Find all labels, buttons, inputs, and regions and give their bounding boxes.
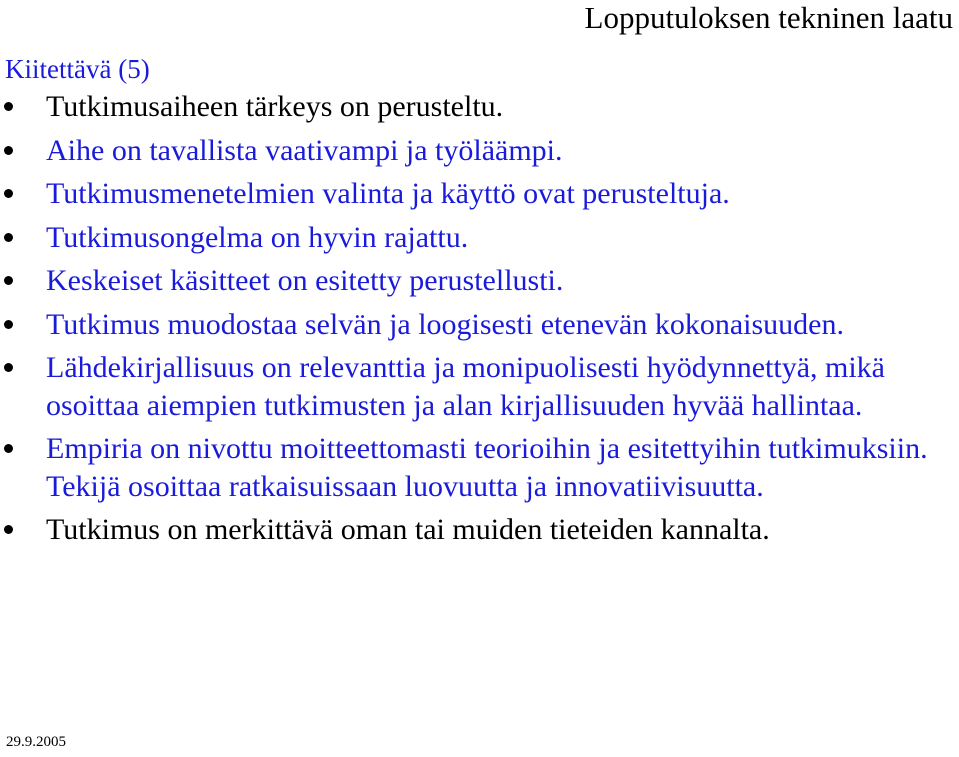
bullet-item bbox=[0, 430, 959, 505]
bullet-text: Aihe on tavallista vaativampi ja työläämpi. bbox=[46, 133, 563, 167]
bullet-dot-icon bbox=[4, 525, 13, 534]
section-heading: Kiitettävä (5) bbox=[5, 54, 150, 84]
bullet-dot-icon bbox=[4, 363, 13, 372]
bullet-dot-icon bbox=[4, 102, 13, 111]
bullet-list bbox=[0, 88, 959, 555]
bullet-item bbox=[0, 88, 959, 126]
bullet-item bbox=[0, 262, 959, 300]
bullet-text: Keskeiset käsitteet on esitetty perustellusti. bbox=[46, 264, 564, 297]
bullet-text: Tutkimusongelma on hyvin rajattu. bbox=[46, 220, 469, 254]
bullet-text: Tutkimusaiheen tärkeys on perusteltu. bbox=[46, 90, 504, 123]
bullet-text: Lähdekirjallisuus on relevanttia ja monipuolisesti hyödynnettyä, mikä osoittaa aiempien tutkimusten ja alan kirjallisuuden hyvää hallintaa. bbox=[46, 351, 885, 422]
bullet-item bbox=[0, 511, 959, 549]
slide-title: Lopputuloksen tekninen laatu bbox=[584, 0, 953, 35]
bullet-dot-icon bbox=[4, 320, 13, 329]
bullet-item bbox=[0, 132, 959, 170]
bullet-item bbox=[0, 175, 959, 213]
footer-date: 29.9.2005 bbox=[6, 734, 66, 750]
bullet-dot-icon bbox=[4, 276, 13, 285]
bullet-item bbox=[0, 306, 959, 344]
bullet-item bbox=[0, 349, 959, 424]
bullet-dot-icon bbox=[4, 444, 13, 453]
bullet-text: Empiria on nivottu moitteettomasti teorioihin ja esitettyihin tutkimuksiin. Tekijä osoittaa ratkaisuissaan luovuutta ja innovatiivisuutta. bbox=[46, 432, 928, 503]
bullet-dot-icon bbox=[4, 233, 13, 242]
bullet-text: Tutkimus on merkittävä oman tai muiden tieteiden kannalta. bbox=[46, 513, 770, 546]
bullet-item bbox=[0, 219, 959, 257]
bullet-dot-icon bbox=[4, 146, 13, 155]
bullet-dot-icon bbox=[4, 189, 13, 198]
bullet-text: Tutkimus muodostaa selvän ja loogisesti etenevän kokonaisuuden. bbox=[46, 307, 844, 341]
bullet-text: Tutkimusmenetelmien valinta ja käyttö ovat perusteltuja. bbox=[46, 177, 730, 210]
